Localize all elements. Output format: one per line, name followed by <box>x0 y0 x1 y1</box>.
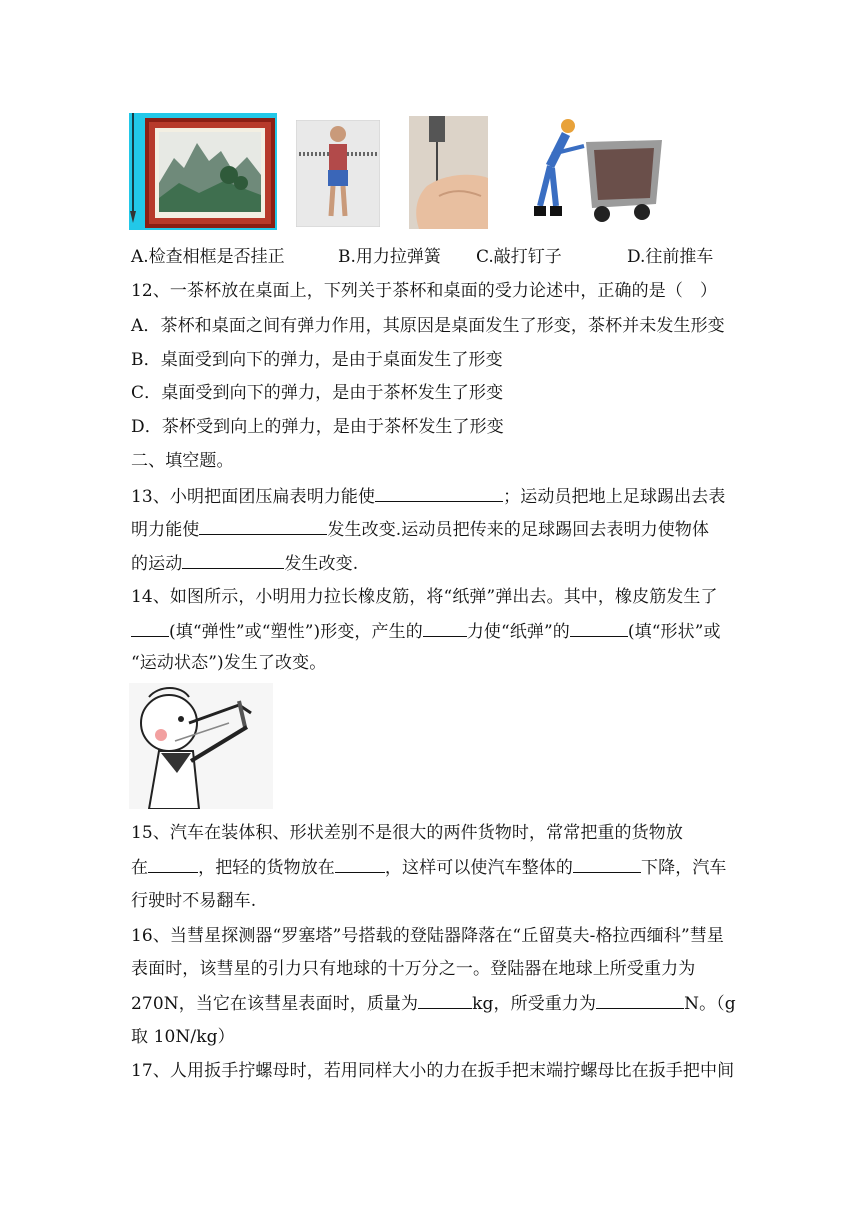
q12-option-c: C．桌面受到向下的弹力，是由于茶杯发生了形变 <box>131 383 504 403</box>
q14-text-2c: (填“形状”或 <box>627 622 721 642</box>
q15-blank-1[interactable] <box>148 856 198 873</box>
q14-line-1: 14、如图所示，小明用力拉长橡皮筋，将“纸弹”弹出去。其中，橡皮筋发生了 <box>131 587 718 607</box>
q15-line-1: 15、汽车在装体积、形状差别不是很大的两件货物时，常常把重的货物放 <box>131 823 683 843</box>
q16-line-1: 16、当彗星探测器“罗塞塔”号搭载的登陆器降落在“丘留莫夫-格拉西缅科”彗星 <box>131 926 724 946</box>
q14-text-2b: 力使“纸弹”的 <box>466 622 570 642</box>
q15-line-2 <box>131 856 727 879</box>
q15-text-2a: 在 <box>131 858 149 878</box>
figure-caption-b: B.用力拉弹簧 <box>338 247 441 267</box>
q13-text-2b: 发生改变.运动员把传来的足球踢回去表明力使物体 <box>327 520 710 540</box>
man-stretching-spring-image <box>296 120 380 227</box>
q16-line-4: 取 10N/kg） <box>131 1027 235 1047</box>
q13-blank-3[interactable] <box>182 552 284 569</box>
q14-blank-1[interactable] <box>131 620 169 637</box>
q15-text-2c: ，这样可以使汽车整体的 <box>384 858 574 878</box>
worker-pushing-cart-image <box>516 114 664 229</box>
q16-blank-1[interactable] <box>418 992 472 1009</box>
q13-text-1a: 13、小明把面团压扁表明力能使 <box>131 487 376 507</box>
q16-text-3b: kg，所受重力为 <box>472 994 597 1014</box>
q13-line-2 <box>131 518 709 541</box>
q12-option-b: B．桌面受到向下的弹力，是由于桌面发生了形变 <box>131 350 503 370</box>
boy-with-slingshot-image <box>129 683 273 809</box>
q16-line-2: 表面时，该彗星的引力只有地球的十万分之一。登陆器在地球上所受重力为 <box>131 959 696 979</box>
q14-text-2a: (填“弹性”或“塑性”)形变，产生的 <box>169 622 423 642</box>
q14-blank-2[interactable] <box>423 620 467 637</box>
q13-text-3a: 的运动 <box>131 554 183 574</box>
q16-blank-2[interactable] <box>596 992 684 1009</box>
q15-blank-2[interactable] <box>335 856 385 873</box>
q12-option-a: A．茶杯和桌面之间有弹力作用，其原因是桌面发生了形变，茶杯并未发生形变 <box>131 316 725 336</box>
q16-line-3 <box>131 992 736 1015</box>
q13-line-1 <box>131 485 725 508</box>
q14-line-2 <box>131 620 721 643</box>
q15-line-3: 行驶时不易翻车. <box>131 891 257 911</box>
q13-text-2a: 明力能使 <box>131 520 200 540</box>
q13-blank-1[interactable] <box>375 485 503 502</box>
q12-option-d: D．茶杯受到向上的弹力，是由于茶杯发生了形变 <box>131 417 504 437</box>
section-heading: 二、填空题。 <box>131 451 234 471</box>
picture-frame-plumb-line-image <box>129 113 277 230</box>
q16-text-3c: N。（g <box>684 994 736 1014</box>
q12-stem: 12、一茶杯放在桌面上，下列关于茶杯和桌面的受力论述中，正确的是（ ） <box>131 281 718 301</box>
q14-blank-3[interactable] <box>570 620 628 637</box>
q14-line-3: “运动状态”)发生了改变。 <box>131 653 327 673</box>
q15-blank-3[interactable] <box>573 856 641 873</box>
q13-blank-2[interactable] <box>199 518 327 535</box>
figure-caption-c: C.敲打钉子 <box>476 247 562 267</box>
q15-text-2b: ，把轻的货物放在 <box>198 858 335 878</box>
hand-hammering-nail-image <box>409 116 488 229</box>
q17-line-1: 17、人用扳手拧螺母时，若用同样大小的力在扳手把末端拧螺母比在扳手把中间 <box>131 1061 735 1081</box>
q13-line-3 <box>131 552 358 575</box>
q13-text-3b: 发生改变. <box>284 554 359 574</box>
figure-caption-d: D.往前推车 <box>627 247 714 267</box>
q16-text-3a: 270N，当它在该彗星表面时，质量为 <box>131 994 419 1014</box>
q13-text-1b: ；运动员把地上足球踢出去表 <box>503 487 726 507</box>
q15-text-2d: 下降，汽车 <box>641 858 727 878</box>
figure-caption-a: A.检查相框是否挂正 <box>131 247 285 267</box>
